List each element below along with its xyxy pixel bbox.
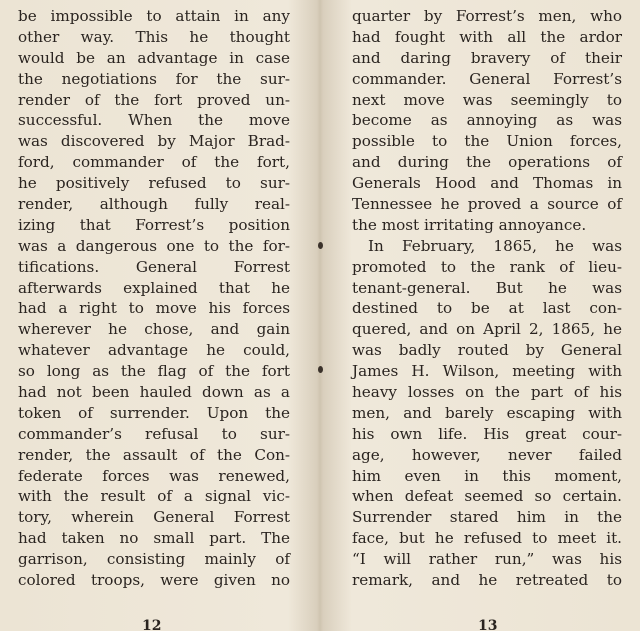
text-line: and daring bravery of their	[352, 48, 622, 67]
text-line: colored troops, were given no	[18, 571, 290, 590]
text-line: In February, 1865, he was	[368, 236, 622, 255]
text-line: Tennessee he proved a source of	[352, 195, 622, 214]
right-page	[352, 6, 622, 631]
text-line: whatever advantage he could,	[18, 341, 290, 360]
text-line: him even in this moment,	[352, 466, 622, 485]
text-line: become as annoying as was	[352, 111, 622, 130]
text-line: would be an advantage in case	[18, 48, 290, 67]
text-line: possible to the Union forces,	[352, 132, 622, 151]
text-line: with the result of a signal vic-	[18, 487, 290, 506]
text-line: tifications. General Forrest	[18, 257, 290, 276]
text-line: wherever he chose, and gain	[18, 320, 290, 339]
text-line: when defeat seemed so certain.	[352, 487, 622, 506]
text-line: was badly routed by General	[352, 341, 622, 360]
text-line: heavy losses on the part of his	[352, 383, 622, 402]
text-line: next move was seemingly to	[352, 90, 622, 109]
text-line: men, and barely escaping with	[352, 403, 622, 422]
text-line: token of surrender. Upon the	[18, 403, 290, 422]
page-number: 13	[478, 618, 498, 631]
text-line: garrison, consisting mainly of	[18, 550, 290, 569]
right-page-text	[352, 6, 622, 591]
text-line: and during the operations of	[352, 153, 622, 172]
text-line: he positively refused to sur-	[18, 174, 290, 193]
text-line: James H. Wilson, meeting with	[352, 362, 622, 381]
text-line: afterwards explained that he	[18, 278, 290, 297]
text-line: was a dangerous one to the for-	[18, 236, 290, 255]
text-line: was discovered by Major Brad-	[18, 132, 290, 151]
text-line: “I will rather run,” was his	[352, 550, 622, 569]
text-line: had taken no small part. The	[18, 529, 290, 548]
text-line: remark, and he retreated to	[352, 571, 622, 590]
text-line: so long as the flag of the fort	[18, 362, 290, 381]
left-page-text	[18, 6, 290, 591]
text-line: izing that Forrest’s position	[18, 215, 290, 234]
text-line: quered, and on April 2, 1865, he	[352, 320, 622, 339]
text-line: successful. When the move	[18, 111, 290, 130]
text-line: tory, wherein General Forrest	[18, 508, 290, 527]
text-line: Generals Hood and Thomas in	[352, 174, 622, 193]
text-line: render of the fort proved un-	[18, 90, 290, 109]
text-line: commander. General Forrest’s	[352, 69, 622, 88]
text-line: had a right to move his forces	[18, 299, 290, 318]
text-line: render, the assault of the Con-	[18, 445, 290, 464]
text-line: other way. This he thought	[18, 27, 290, 46]
text-line: be impossible to attain in any	[18, 7, 290, 25]
gutter-thread-mark	[318, 366, 323, 373]
text-line: had not been hauled down as a	[18, 383, 290, 402]
text-line: render, although fully real-	[18, 195, 290, 214]
gutter-thread-mark	[318, 242, 323, 249]
text-line: promoted to the rank of lieu-	[352, 257, 622, 276]
text-line: face, but he refused to meet it.	[352, 529, 622, 548]
text-line: ford, commander of the fort,	[18, 153, 290, 172]
text-line: destined to be at last con-	[352, 299, 622, 318]
text-line: his own life. His great cour-	[352, 424, 622, 443]
text-line: commander’s refusal to sur-	[18, 424, 290, 443]
text-line: quarter by Forrest’s men, who	[352, 7, 622, 25]
text-line: Surrender stared him in the	[352, 508, 622, 527]
text-line: tenant-general. But he was	[352, 278, 622, 297]
text-line: the most irritating annoyance.	[352, 215, 587, 234]
left-page	[18, 6, 290, 631]
page-number: 12	[142, 618, 162, 631]
text-line: federate forces was renewed,	[18, 466, 290, 485]
text-line: the negotiations for the sur-	[18, 69, 290, 88]
text-line: age, however, never failed	[352, 445, 622, 464]
text-line: had fought with all the ardor	[352, 27, 622, 46]
